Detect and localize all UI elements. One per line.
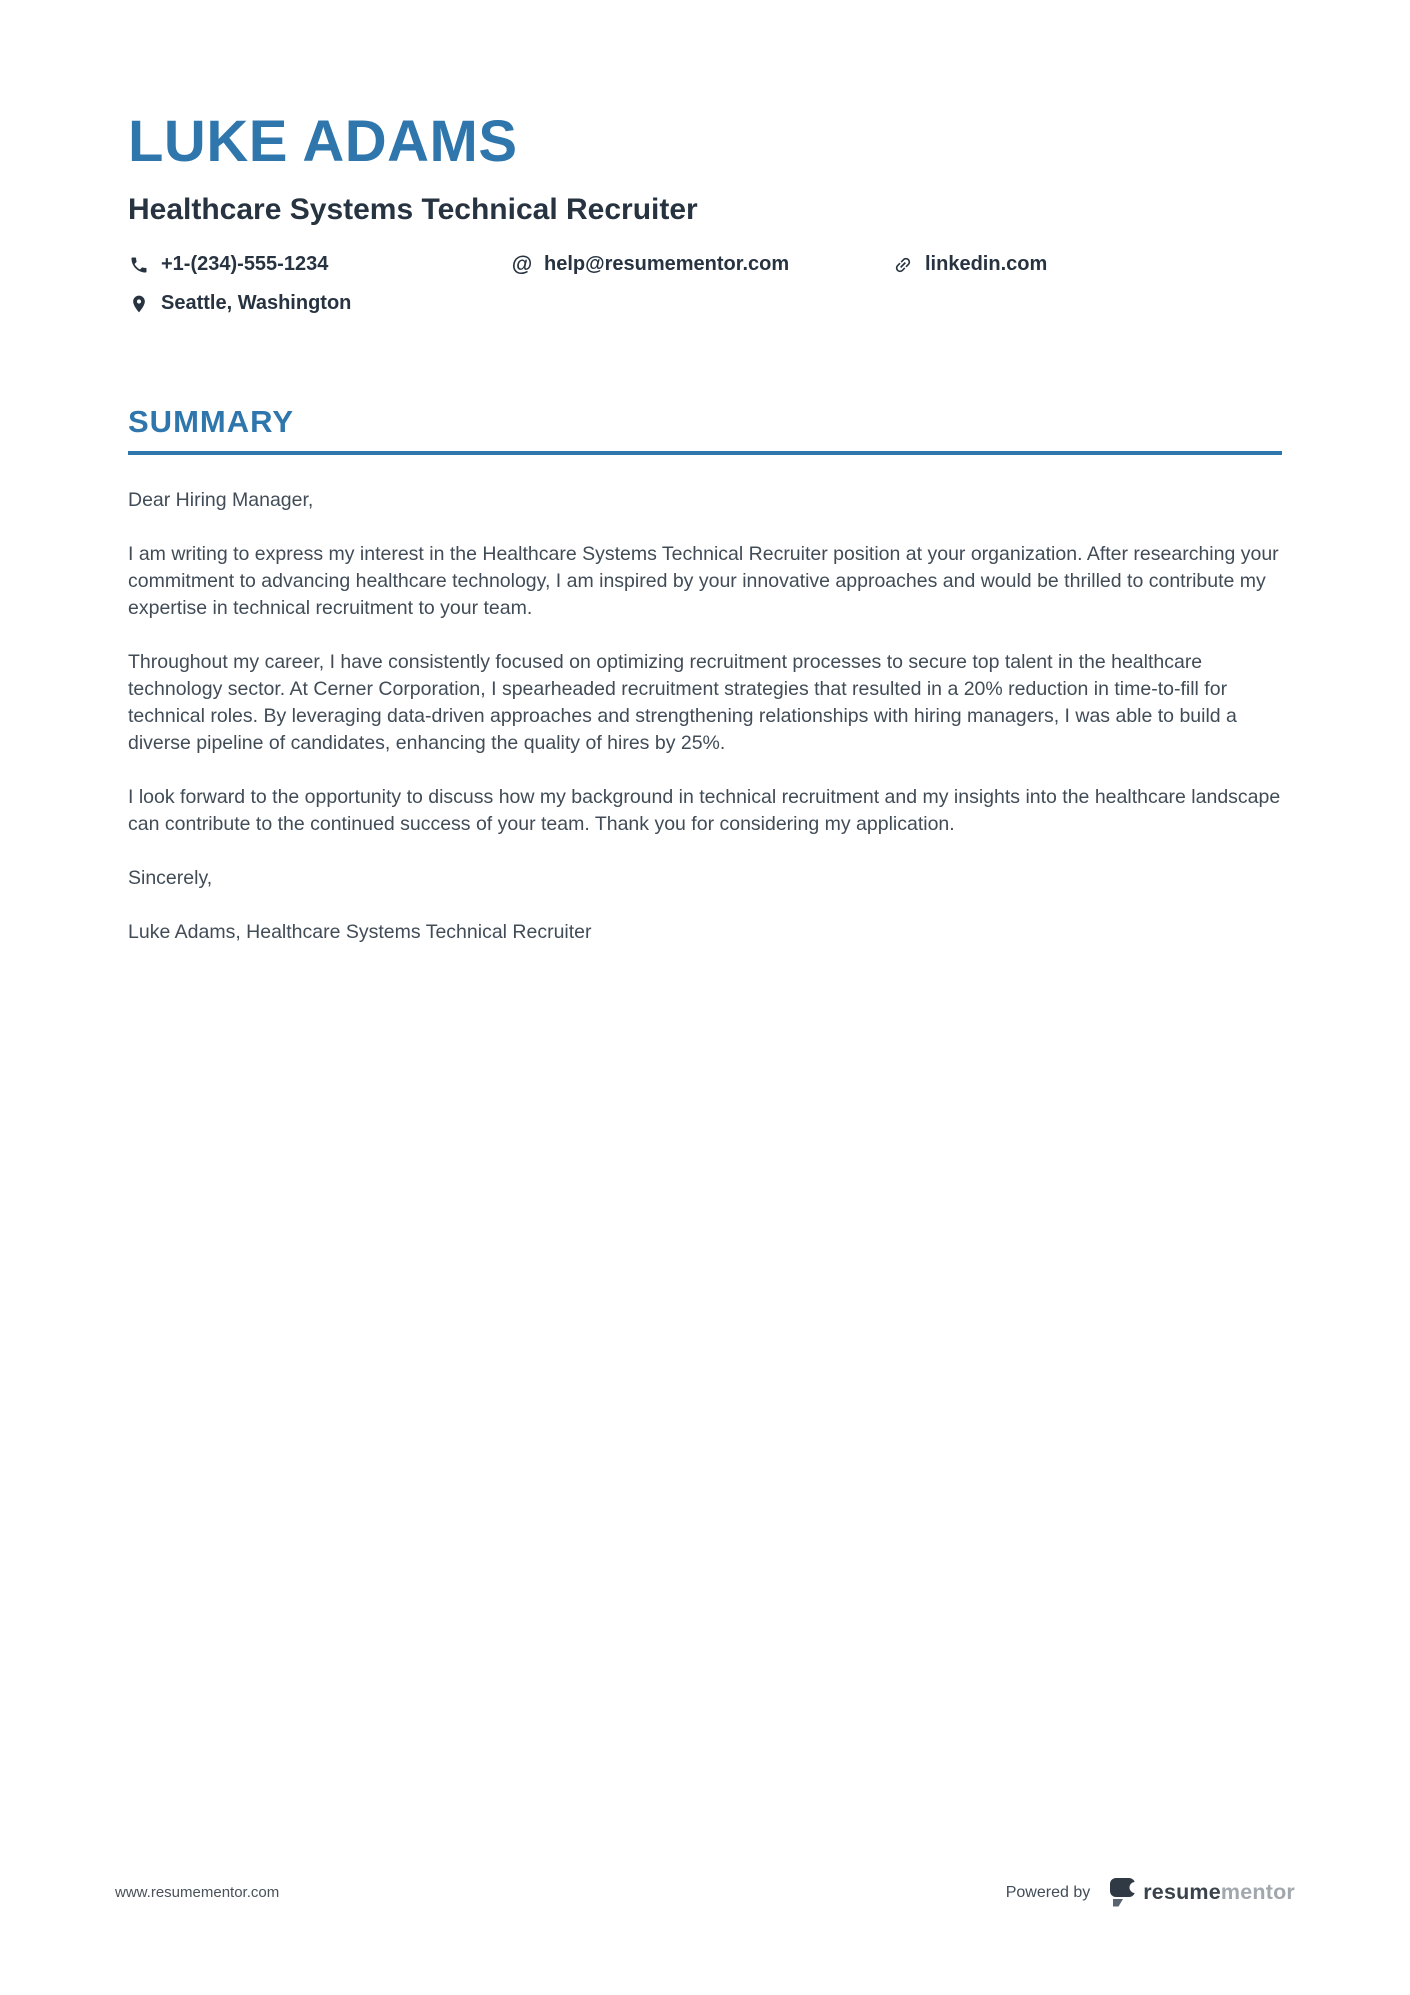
letter-body [128, 487, 1282, 946]
location-text: Seattle, Washington [161, 292, 352, 315]
at-icon: @ [511, 253, 533, 277]
contact-location [128, 292, 511, 315]
resumementor-logo-text [1143, 1880, 1295, 1905]
phone-icon [128, 254, 150, 276]
location-pin-icon [128, 293, 150, 315]
job-title: Healthcare Systems Technical Recruiter [128, 192, 698, 226]
summary-section-heading: SUMMARY [128, 405, 1282, 455]
page-footer [115, 1878, 1295, 1907]
closing: Sincerely, [128, 867, 213, 890]
logo-text-resume: resume [1143, 1880, 1221, 1904]
paragraph-1: I am writing to express my interest in the Healthcare Systems Technical Recruiter position at your organization. After researching your commitment to advancing healthcare technology, I am inspired by your innovative approaches and would be thrilled to contribute my expertise in technical recruitment to your team. [128, 543, 1279, 620]
candidate-name: LUKE ADAMS [128, 109, 518, 174]
contact-email[interactable] [511, 253, 892, 276]
contact-linkedin[interactable] [892, 253, 1282, 276]
signature: Luke Adams, Healthcare Systems Technical Recruiter [128, 921, 592, 944]
paragraph-3: I look forward to the opportunity to discuss how my background in technical recruitment and my insights into the healthcare landscape can contribute to the continued success of your team. Thank you for considering my application. [128, 786, 1281, 836]
powered-by [1006, 1878, 1295, 1907]
paragraph-2: Throughout my career, I have consistently focused on optimizing recruitment processes to secure top talent in the healthcare technology sector. At Cerner Corporation, I spearheaded recruitment strategies that resulted in a 20% reduction in time-to-fill for technical roles. By leveraging data-driven approaches and strengthening relationships with hiring managers, I was able to build a diverse pipeline of candidates, enhancing the quality of hires by 25%. [128, 651, 1237, 755]
resumementor-logo-icon [1110, 1878, 1136, 1907]
linkedin-url: linkedin.com [925, 253, 1048, 276]
resumementor-logo[interactable] [1110, 1878, 1295, 1907]
logo-text-mentor: mentor [1220, 1880, 1295, 1904]
contact-phone[interactable] [128, 253, 511, 276]
contact-info [128, 253, 1282, 315]
phone-number: +1-(234)-555-1234 [161, 253, 329, 276]
greeting: Dear Hiring Manager, [128, 489, 314, 512]
footer-website-link[interactable]: www.resumementor.com [115, 1884, 280, 1901]
link-icon [892, 254, 914, 276]
powered-by-label: Powered by [1005, 1883, 1091, 1901]
email-address: help@resumementor.com [544, 253, 790, 276]
